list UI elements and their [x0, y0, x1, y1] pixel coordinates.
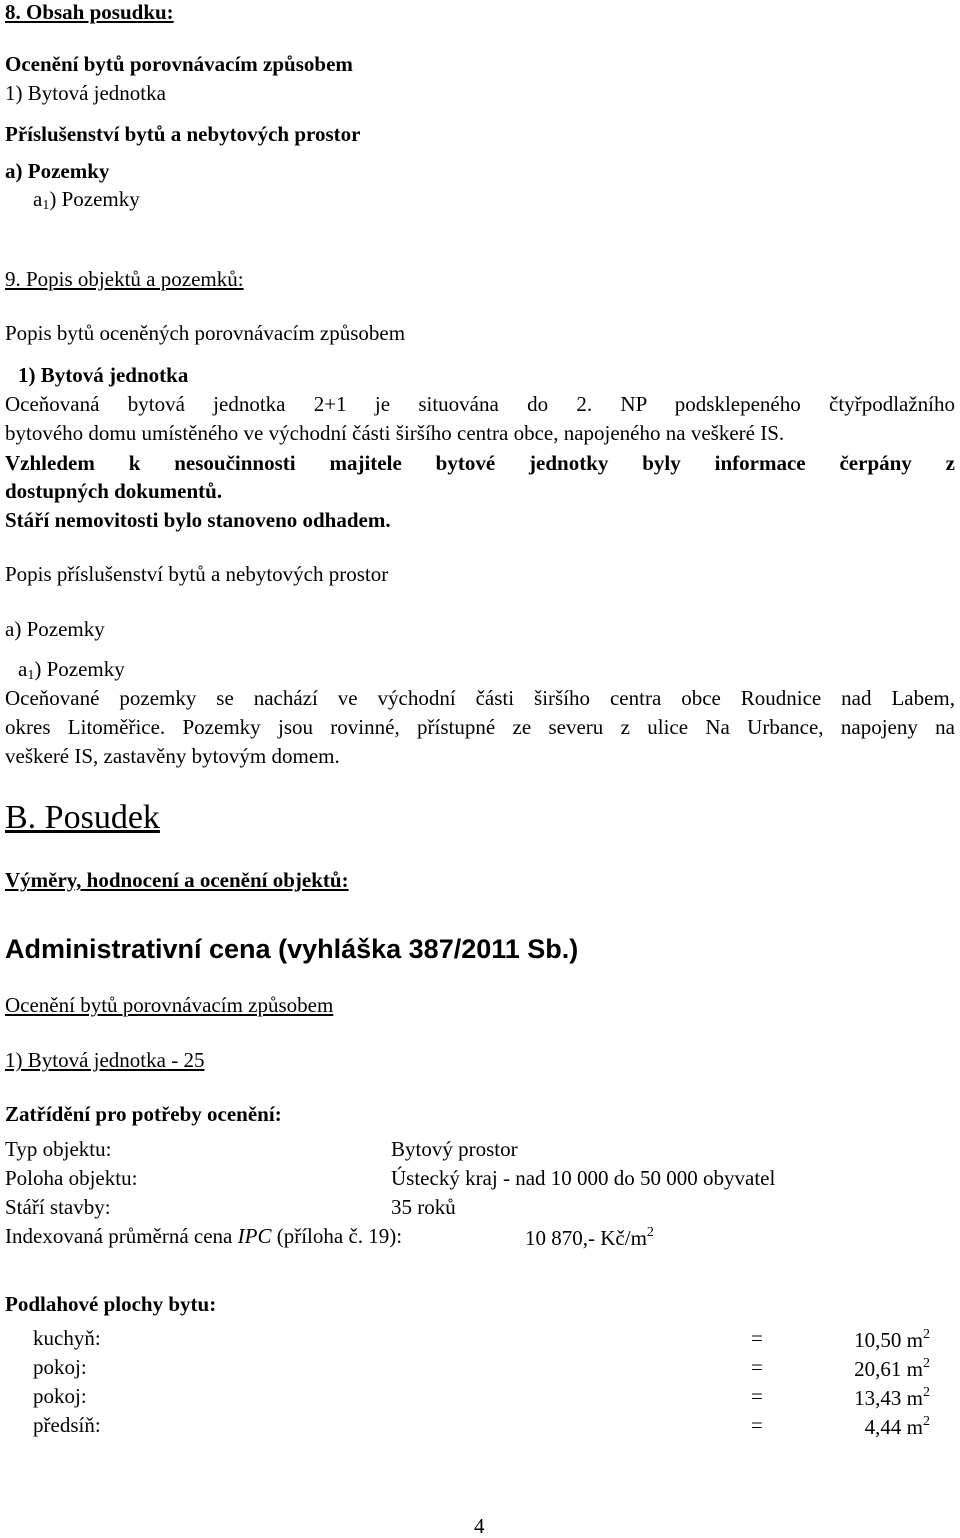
equals-sign: =: [751, 1355, 763, 1379]
equals-sign: =: [751, 1384, 763, 1408]
section-9-heading: 9. Popis objektů a pozemků:: [5, 267, 244, 291]
section-8-a-pozemky: a) Pozemky: [5, 159, 110, 183]
note-line-3: Stáří nemovitosti bylo stanoveno odhadem.: [5, 508, 391, 532]
page-number: 4: [474, 1514, 485, 1538]
ipc-label: Indexovaná průměrná cena IPC (příloha č. 19):: [5, 1224, 403, 1248]
location-value: Ústecký kraj - nad 10 000 do 50 000 obyvatel: [391, 1166, 776, 1190]
section-9-subtitle: Popis bytů oceněných porovnávacím způsobem: [5, 321, 406, 345]
equals-sign: =: [751, 1413, 763, 1437]
age-label: Stáří stavby:: [5, 1195, 111, 1219]
floor-areas-title: Podlahové plochy bytu:: [5, 1292, 217, 1316]
room-name: pokoj:: [33, 1384, 87, 1408]
section-8-title: Ocenění bytů porovnávacím způsobem: [5, 52, 353, 76]
section-8-accessories: Příslušenství bytů a nebytových prostor: [5, 122, 361, 146]
unit-label: 1) Bytová jednotka - 25: [5, 1048, 205, 1072]
section-8-item: 1) Bytová jednotka: [5, 81, 166, 105]
part-b-subheading: Výměry, hodnocení a ocenění objektů:: [5, 868, 349, 892]
room-name: pokoj:: [33, 1355, 87, 1379]
section-8-a1-pozemky: $a_1$) Pozemky: [33, 187, 140, 213]
section-8-heading: 8. Obsah posudku:: [5, 0, 174, 24]
room-name: předsíň:: [33, 1413, 101, 1437]
land-description-line-1: Oceňované pozemky se nachází ve východní části širšího centra obce Roudnice nad Labem,: [5, 686, 955, 710]
type-value: Bytový prostor: [391, 1137, 518, 1161]
note-line-2: dostupných dokumentů.: [5, 479, 223, 503]
accessories-title: Popis příslušenství bytů a nebytových prostor: [5, 562, 389, 586]
unit-description-line-2: bytového domu umístěného ve východní části širšího centra obce, napojeného na veškeré IS.: [5, 421, 785, 445]
land-description-line-2: okres Litoměřice. Pozemky jsou rovinné, přístupné ze severu z ulice Na Urbance, napojeny na: [5, 715, 955, 739]
room-area: 4,44 $m^2$: [864, 1414, 930, 1439]
valuation-title: Ocenění bytů porovnávacím způsobem: [5, 993, 334, 1017]
section-9-a1-pozemky: $a_1$) Pozemky: [18, 657, 125, 683]
room-area: 13,43 $m^2$: [854, 1385, 930, 1410]
ipc-value: 10 870,- $Kč/m^2$: [525, 1225, 654, 1250]
room-name: kuchyň:: [33, 1326, 101, 1350]
room-area: 20,61 $m^2$: [854, 1356, 930, 1381]
section-9-unit-title: 1) Bytová jednotka: [18, 363, 189, 387]
location-label: Poloha objektu:: [5, 1166, 138, 1190]
note-line-1: Vzhledem k nesoučinnosti majitele bytové jednotky byly informace čerpány z: [5, 451, 955, 475]
equals-sign: =: [751, 1326, 763, 1350]
admin-price-title: Administrativní cena (vyhláška 387/2011 Sb.): [5, 934, 579, 964]
type-label: Typ objektu:: [5, 1137, 112, 1161]
classification-title: Zatřídění pro potřeby ocenění:: [5, 1102, 282, 1126]
room-area: 10,50 $m^2$: [854, 1327, 930, 1352]
part-b-heading: B. Posudek: [5, 799, 160, 836]
unit-description-line-1: Oceňovaná bytová jednotka 2+1 je situována do 2. NP podsklepeného čtyřpodlažního: [5, 392, 955, 416]
land-description-line-3: veškeré IS, zastavěny bytovým domem.: [5, 744, 340, 768]
age-value: 35 roků: [391, 1195, 456, 1219]
section-9-a-pozemky: a) Pozemky: [5, 617, 105, 641]
